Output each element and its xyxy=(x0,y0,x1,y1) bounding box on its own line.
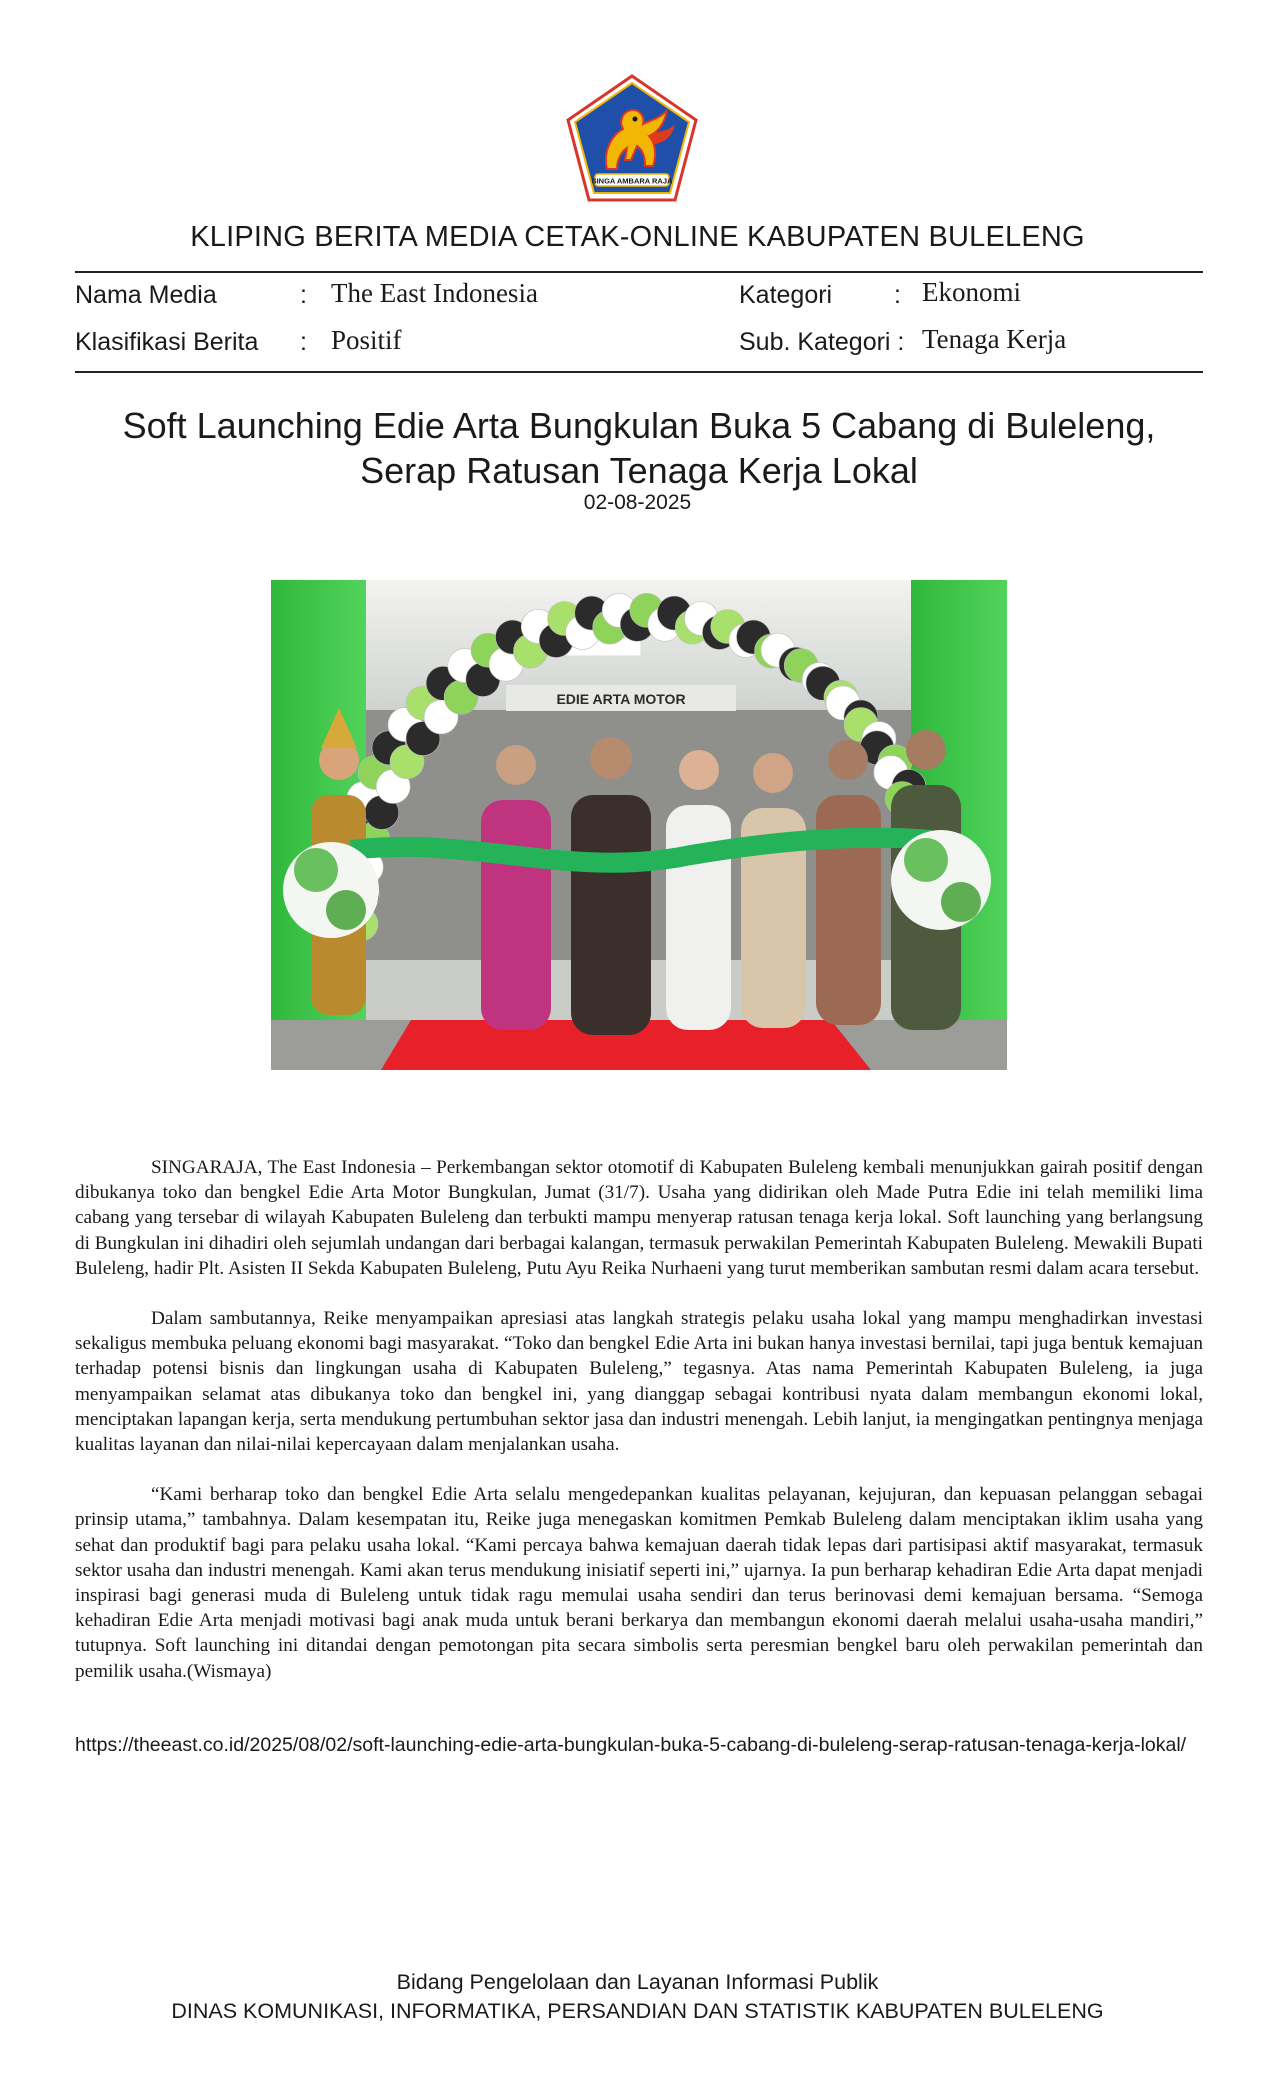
clipping-header-title: KLIPING BERITA MEDIA CETAK-ONLINE KABUPATEN BULELENG xyxy=(190,221,1085,253)
article-paragraph: Dalam sambutannya, Reike menyampaikan apresiasi atas langkah strategis pelaku usaha lokal yang mampu menghadirkan investasi sekaligus membuka peluang ekonomi bagi masyarakat. “Toko dan bengkel Edie Arta ini bukan hanya investasi bernilai, tapi juga bentuk kemajuan terhadap potensi bisnis dan lingkungan usaha di Kabupaten Buleleng,” tegasnya. Atas nama Pemerintah Kabupaten Buleleng, ia juga menyampaikan selamat atas dibukanya toko dan bengkel ini, yang dianggap sebagai kontribusi nyata dalam membangun ekonomi lokal, menciptakan lapangan kerja, serta mendukung pertumbuhan sektor jasa dan industri menengah. Lebih lanjut, ia mengingatkan pentingnya menjaga kualitas layanan dan nilai-nilai kepercayaan dalam menjalankan usaha. xyxy=(75,1308,1203,1456)
footer-division: Bidang Pengelolaan dan Layanan Informasi Publik xyxy=(396,1970,879,1994)
article-title xyxy=(75,403,1203,493)
article-body xyxy=(75,1155,1203,1709)
footer-agency: DINAS KOMUNIKASI, INFORMATIKA, PERSANDIAN DAN STATISTIK KABUPATEN BULELENG xyxy=(171,1999,1104,2023)
article-date: 02-08-2025 xyxy=(583,491,692,514)
sub-kategori-label: Sub. Kategori : xyxy=(739,328,905,356)
article-title-line-2: Serap Ratusan Tenaga Kerja Lokal xyxy=(360,450,918,491)
klasifikasi-value: Positif xyxy=(331,325,402,355)
article-paragraph: SINGARAJA, The East Indonesia – Perkembangan sektor otomotif di Kabupaten Buleleng kembali menunjukkan gairah positif dengan dibukanya toko dan bengkel Edie Arta Motor Bungkulan, Jumat (31/7). Usaha yang didirikan oleh Made Putra Edie ini telah memiliki lima cabang yang tersebar di wilayah Kabupaten Buleleng dan terbukti mampu menyerap ratusan tenaga kerja lokal. Soft launching yang berlangsung di Bungkulan ini dihadiri oleh sejumlah undangan dari berbagai kalangan, termasuk perwakilan Pemerintah Kabupaten Buleleng. Mewakili Bupati Buleleng, hadir Plt. Asisten II Sekda Kabupaten Buleleng, Putu Ayu Reika Nurhaeni yang turut memberikan sambutan resmi dalam acara tersebut. xyxy=(75,1157,1203,1279)
emblem-motto: SINGA AMBARA RAJA xyxy=(591,176,673,186)
nama-media-label: Nama Media xyxy=(75,281,217,309)
top-divider xyxy=(75,271,1203,273)
shop-sign-text: EDIE ARTA MOTOR xyxy=(556,691,686,707)
nama-media-colon: : xyxy=(300,281,307,309)
kategori-value: Ekonomi xyxy=(922,277,1021,307)
kategori-colon: : xyxy=(894,281,901,309)
source-url[interactable]: https://theeast.co.id/2025/08/02/soft-launching-edie-arta-bungkulan-buka-5-cabang-di-buleleng-serap-ratusan-tenaga-kerja-lokal/ xyxy=(75,1734,1187,1756)
kategori-label: Kategori xyxy=(739,281,833,309)
klasifikasi-label: Klasifikasi Berita xyxy=(75,328,259,356)
klasifikasi-colon: : xyxy=(300,328,307,356)
bottom-divider xyxy=(75,371,1203,373)
buleleng-emblem xyxy=(565,74,699,202)
article-title-line-1: Soft Launching Edie Arta Bungkulan Buka 5 Cabang di Buleleng, xyxy=(122,405,1156,446)
article-paragraph: “Kami berharap toko dan bengkel Edie Arta selalu mengedepankan kualitas pelayanan, kejujuran, dan kepuasan pelanggan sebagai prinsip utama,” tambahnya. Dalam kesempatan itu, Reike juga menegaskan komitmen Pemkab Buleleng dalam menciptakan iklim usaha yang sehat dan produktif bagi para pelaku usaha lokal. “Kami percaya bahwa kemajuan daerah tidak lepas dari partisipasi aktif masyarakat, termasuk sektor usaha dan industri menengah. Kami akan terus mendukung inisiatif seperti ini,” ujarnya. Ia pun berharap kehadiran Edie Arta dapat menjadi inspirasi bagi generasi muda di Buleleng untuk tidak ragu memulai usaha sendiri dan terus berinovasi demi kemajuan bersama. “Semoga kehadiran Edie Arta menjadi motivasi bagi anak muda untuk berani berkarya dan membangun ekonomi daerah melalui usaha-usaha mandiri,” tutupnya. Soft launching ini ditandai dengan pemotongan pita secara simbolis serta peresmian bengkel baru oleh perwakilan pemerintah dan pemilik usaha.(Wismaya) xyxy=(75,1484,1203,1682)
sub-kategori-value: Tenaga Kerja xyxy=(922,324,1067,354)
nama-media-value: The East Indonesia xyxy=(331,278,538,308)
ribbon-cutting-photo xyxy=(271,580,1007,1070)
